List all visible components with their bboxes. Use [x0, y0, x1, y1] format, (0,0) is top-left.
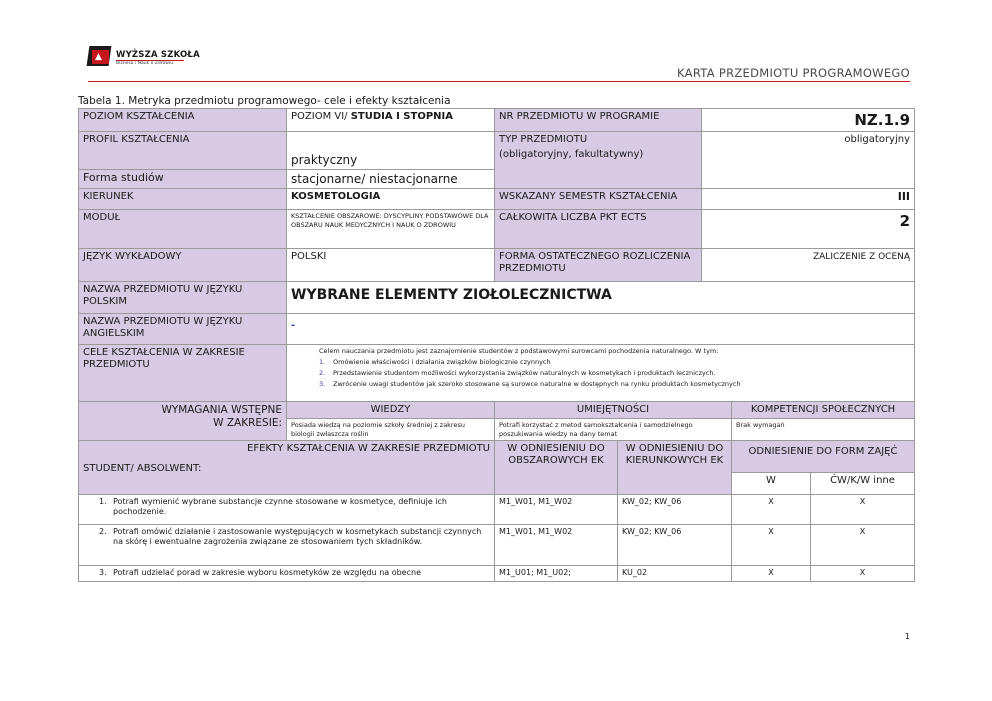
study-form-label: Forma studiów [79, 170, 287, 189]
goal-item: 2. Przedstawienie studentom możliwości wykorzystania związków naturalnych w kosmetykach i produktach leczniczych. [319, 369, 716, 377]
course-number-value: NZ.1.9 [702, 109, 915, 132]
lecture-header: W [732, 473, 811, 495]
knowledge-header: WIEDZY [287, 402, 495, 419]
area-effects-header: W ODNIESIENIU DO OBSZAROWYCH EK [495, 441, 618, 495]
field-value: KOSMETOLOGIA [287, 189, 495, 210]
module-value: KSZTAŁCENIE OBSZAROWE: DYSCYPLINY PODSTAWOWE DLA OBSZARU NAUK MEDYCZNYCH I NAUK O ZDROWIU [287, 210, 495, 249]
language-label: JĘZYK WYKŁADOWY [79, 249, 287, 282]
skills-value: Potrafi korzystać z metod samokształcenia i samodzielnego poszukiwania wiedzy na dany temat [495, 419, 732, 441]
goals-label: CELE KSZTAŁCENIA W ZAKRESIE PRZEDMIOTU [79, 345, 287, 402]
effect-row-2: 2. Potrafi omówić działanie i zastosowanie występujących w kosmetykach substancji czynnych na skórę i ewentualne zagrożenia związane ze stosowaniem tych składników. [79, 525, 495, 566]
assessment-label: FORMA OSTATECZNEGO ROZLICZENIA PRZEDMIOTU [495, 249, 702, 282]
name-en-value: - [287, 314, 915, 345]
class-forms-header: ODNIESIENIE DO FORM ZAJĘĆ [732, 441, 915, 473]
knowledge-value: Posiada wiedzą na poziomie szkoły średniej z zakresu biologii zwłaszcza roślin [287, 419, 495, 441]
social-competence-header: KOMPETENCJI SPOŁECZNYCH [732, 402, 915, 419]
table-caption: Tabela 1. Metryka przedmiotu programowego- cele i efekty kształcenia [78, 95, 451, 107]
goals-intro: Celem nauczania przedmiotu jest zaznajomienie studentów z podstawowymi surowcami pochodzenia naturalnego. W tym: [319, 347, 719, 355]
effect-row-3: 3. Potrafi udzielać porad w zakresie wyboru kosmetyków ze względu na obecne [79, 566, 495, 582]
effect-3-w: X [732, 566, 811, 582]
type-value: obligatoryjny [702, 132, 915, 189]
module-label: MODUŁ [79, 210, 287, 249]
effect-3-area: M1_U01; M1_U02; [495, 566, 618, 582]
course-number-label: NR PRZEDMIOTU W PROGRAMIE [495, 109, 702, 132]
effect-3-cw: X [811, 566, 915, 582]
logo-subtitle: Biznesu i Nauk o Zdrowiu [116, 61, 174, 66]
header-divider [88, 81, 910, 82]
effect-1-area: M1_W01, M1_W02 [495, 495, 618, 525]
type-label: TYP PRZEDMIOTU (obligatoryjny, fakultatywny) [495, 132, 702, 189]
assessment-value: ZALICZENIE Z OCENĄ [702, 249, 915, 282]
effect-2-cw: X [811, 525, 915, 566]
effect-1-w: X [732, 495, 811, 525]
name-pl-value: WYBRANE ELEMENTY ZIOŁOLECZNICTWA [287, 282, 915, 314]
exercises-header: ĆW/K/W inne [811, 473, 915, 495]
effect-row-1: 1. Potrafi wymienić wybrane substancje czynne stosowane w kosmetyce, definiuje ich pochodzenie. [79, 495, 495, 525]
field-label: KIERUNEK [79, 189, 287, 210]
goals-list [287, 345, 915, 402]
requirements-label: WYMAGANIA WSTĘPNE W ZAKRESIE: [79, 402, 287, 441]
effect-2-w: X [732, 525, 811, 566]
semester-label: WSKAZANY SEMESTR KSZTAŁCENIA [495, 189, 702, 210]
language-value: POLSKI [287, 249, 495, 282]
effect-1-cw: X [811, 495, 915, 525]
effect-3-field: KU_02 [618, 566, 732, 582]
profile-value: praktyczny [287, 132, 495, 170]
logo-name: WYŻSZA SZKOŁA [116, 50, 200, 60]
ects-value: 2 [702, 210, 915, 249]
field-effects-header: W ODNIESIENIU DO KIERUNKOWYCH EK [618, 441, 732, 495]
school-logo [88, 44, 200, 74]
course-card-table [78, 108, 914, 582]
effect-2-field: KW_02; KW_06 [618, 525, 732, 566]
goal-item: 3. Zwrócenie uwagi studentów jak szeroko stosowane są surowce naturalne w dostępnych na rynku produktach kosmetycznych [319, 380, 741, 388]
name-pl-label: NAZWA PRZEDMIOTU W JĘZYKU POLSKIM [79, 282, 287, 314]
skills-header: UMIEJĘTNOŚCI [495, 402, 732, 419]
ects-label: CAŁKOWITA LICZBA PKT ECTS [495, 210, 702, 249]
graduation-cap-icon: ▲ [88, 46, 112, 70]
social-competence-value: Brak wymagań [732, 419, 915, 441]
profile-label: PROFIL KSZTAŁCENIA [79, 132, 287, 170]
page-number: 1 [904, 632, 910, 641]
semester-value: III [702, 189, 915, 210]
document-title: KARTA PRZEDMIOTU PROGRAMOWEGO [677, 66, 910, 80]
level-value: POZIOM VI/ STUDIA I STOPNIA [287, 109, 495, 132]
effect-1-field: KW_02; KW_06 [618, 495, 732, 525]
name-en-label: NAZWA PRZEDMIOTU W JĘZYKU ANGIELSKIM [79, 314, 287, 345]
effects-header: EFEKTY KSZTAŁCENIA W ZAKRESIE PRZEDMIOTU STUDENT/ ABSOLWENT: [79, 441, 495, 495]
goal-item: 1. Omówienie właściwości i działania związków biologicznie czynnych [319, 358, 551, 366]
effect-2-area: M1_W01, M1_W02 [495, 525, 618, 566]
level-label: POZIOM KSZTAŁCENIA [79, 109, 287, 132]
study-form-value: stacjonarne/ niestacjonarne [287, 170, 495, 189]
